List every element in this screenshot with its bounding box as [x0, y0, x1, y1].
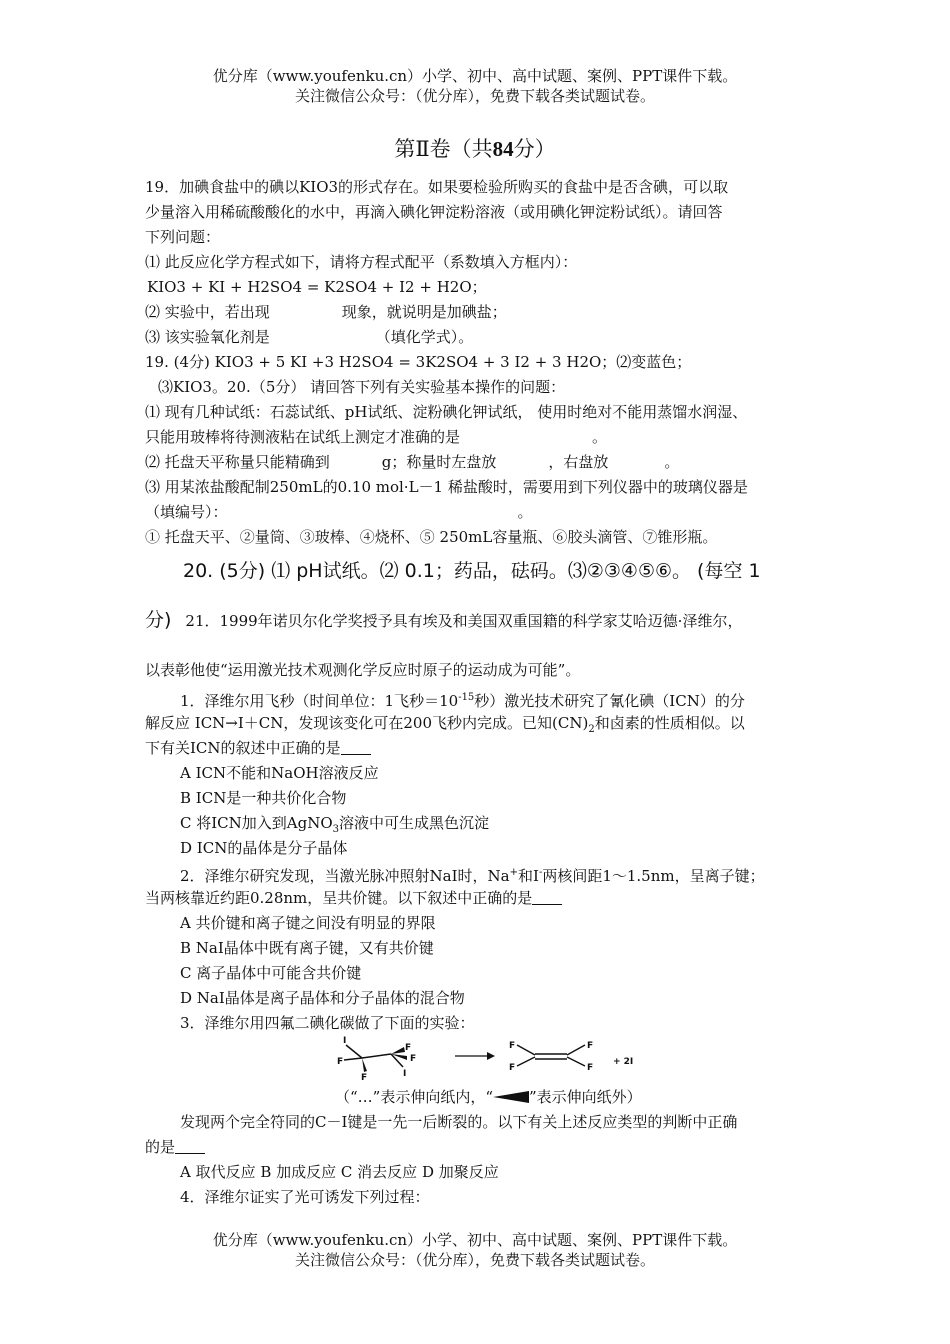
q20-answer-1: 20. (5分) ⑴ pH试纸。⑵ 0.1；药品，砝码。⑶②③④⑤⑥。 (每空 1: [183, 560, 761, 582]
q19-part-1: ⑴ 此反应化学方程式如下，请将方程式配平（系数填入方框内）：: [145, 253, 578, 271]
atom-i-bottom: I: [403, 1069, 407, 1079]
q19-text-3: 下列问题：: [145, 228, 221, 246]
q19-part-3: ⑶ 该实验氧化剂是 （填化学式）。: [145, 328, 474, 346]
q21-sub1-option-c: C 将ICN加入到AgNO$_3$溶液中可生成黑色沉淀: [180, 814, 490, 835]
q21-sub2-text-2: 当两核靠近约距0.28nm，呈共价键。以下叙述中正确的是: [145, 888, 562, 908]
q19-equation: KIO3 + KI + H2SO4 = K2SO4 + I2 + H2O；: [147, 278, 487, 296]
q21-sub2-option-d: D NaI晶体是离子晶体和分子晶体的混合物: [180, 989, 465, 1007]
q19-answer-1: 19. (4分) KIO3 + 5 KI +3 H2SO4 = 3K2SO4 + 3 I2 + 3 H2O；⑵变蓝色；: [145, 353, 692, 371]
q19-text-2: 少量溶入用稀硫酸酸化的水中，再滴入碘化钾淀粉溶液（或用碘化钾淀粉试纸）。请回答: [145, 203, 723, 221]
q21-sub1-text-2: 解反应 ICN→I＋CN，发现该变化可在200飞秒内完成。已知$(CN)_2$和卤素的性质相似。以: [145, 714, 745, 735]
q20-answer-2: 分) 21．1999年诺贝尔化学奖授予具有埃及和美国双重国籍的科学家艾哈迈德·泽维尔，: [145, 609, 743, 631]
wedge-bond-icon: [493, 1091, 529, 1103]
q21-sub3-options: A 取代反应 B 加成反应 C 消去反应 D 加聚反应: [180, 1163, 499, 1181]
atom-i-top: I: [343, 1036, 347, 1046]
q21-sub3-text-3: 的是: [145, 1137, 205, 1157]
figure-caption: （“…”表示伸向纸内，“ ”表示伸向纸外）: [335, 1088, 642, 1106]
product-f-4: F: [587, 1063, 594, 1073]
atom-f-bottom: F: [361, 1073, 368, 1083]
product-f-3: F: [587, 1041, 594, 1051]
q19-answer-2: ⑶KIO3。20.（5分） 请回答下列有关实验基本操作的问题：: [158, 378, 566, 396]
product-f-2: F: [509, 1063, 516, 1073]
q19-text-1: 19．加碘食盐中的碘以KIO3的形式存在。如果要检验所购买的食盐中是否含碘，可以取: [145, 178, 729, 196]
q20-part-1b: 只能用玻棒将待测液粘在试纸上测定才准确的是 。: [145, 428, 608, 446]
q21-sub1-option-a: A ICN不能和NaOH溶液反应: [180, 764, 379, 782]
header-line-1: 优分库（www.youfenku.cn）小学、初中、高中试题、案例、PPT课件下载。: [212, 67, 738, 85]
q20-part-1a: ⑴ 现有几种试纸：石蕊试纸、pH试纸、淀粉碘化钾试纸， 使用时绝对不能用蒸馏水润湿、: [145, 403, 748, 421]
header-line-2: 关注微信公众号：（优分库），免费下载各类试题试卷。: [294, 87, 655, 105]
product-iodine: + 2I: [613, 1057, 634, 1067]
q21-sub1-text-1: 1．泽维尔用飞秒（时间单位：1飞秒$=10^{-15}$秒）激光技术研究了氰化碘（ICN）的分: [180, 692, 745, 710]
atom-f-right-top: F: [405, 1043, 412, 1053]
q21-sub1-option-d: D ICN的晶体是分子晶体: [180, 839, 348, 857]
q21-sub1-option-b: B ICN是一种共价化合物: [180, 789, 347, 807]
footer-line-1: 优分库（www.youfenku.cn）小学、初中、高中试题、案例、PPT课件下载。: [212, 1231, 738, 1249]
q20-instrument-list: ① 托盘天平、②量筒、③玻棒、④烧杯、⑤ 250mL容量瓶、⑥胶头滴管、⑦锥形瓶。: [145, 528, 718, 546]
q21-sub3-text-2: 发现两个完全符同的C－I键是一先一后断裂的。以下有关上述反应类型的判断中正确: [180, 1113, 738, 1131]
section-title: 第Ⅱ卷（共84分）: [394, 137, 556, 161]
q21-sub4-text: 4．泽维尔证实了光可诱发下列过程：: [180, 1188, 430, 1206]
q19-part-2: ⑵ 实验中，若出现 现象，就说明是加碘盐；: [145, 303, 507, 321]
product-f-1: F: [509, 1041, 516, 1051]
q21-sub2-option-a: A 共价键和离子键之间没有明显的界限: [180, 914, 436, 932]
q21-sub3-text: 3．泽维尔用四氟二碘化碳做了下面的实验：: [180, 1014, 475, 1032]
q21-sub2-option-b: B NaI晶体中既有离子键，又有共价键: [180, 939, 434, 957]
q20-part-3a: ⑶ 用某浓盐酸配制250mL的0.10 mol·L－1 稀盐酸时，需要用到下列仪器中的玻璃仪器是: [145, 478, 748, 496]
footer-line-2: 关注微信公众号：（优分库），免费下载各类试题试卷。: [294, 1251, 655, 1269]
q21-sub2-text-1: 2．泽维尔研究发现，当激光脉冲照射NaI时，Na+和I-两核间距1～1.5nm，呈离子键；: [180, 867, 765, 885]
reaction-figure: [335, 1034, 655, 1084]
q21-sub2-option-c: C 离子晶体中可能含共价键: [180, 964, 362, 982]
atom-f-right-mid: F: [410, 1054, 417, 1064]
q21-sub1-text-3: 下有关ICN的叙述中正确的是: [145, 738, 371, 758]
q20-part-2: ⑵ 托盘天平称量只能精确到 g；称量时左盘放 ，右盘放 。: [145, 453, 680, 471]
q20-part-3b: （填编号）： 。: [145, 503, 533, 521]
q21-intro: 以表彰他使“运用激光技术观测化学反应时原子的运动成为可能”。: [145, 661, 581, 679]
atom-f-left: F: [337, 1057, 344, 1067]
